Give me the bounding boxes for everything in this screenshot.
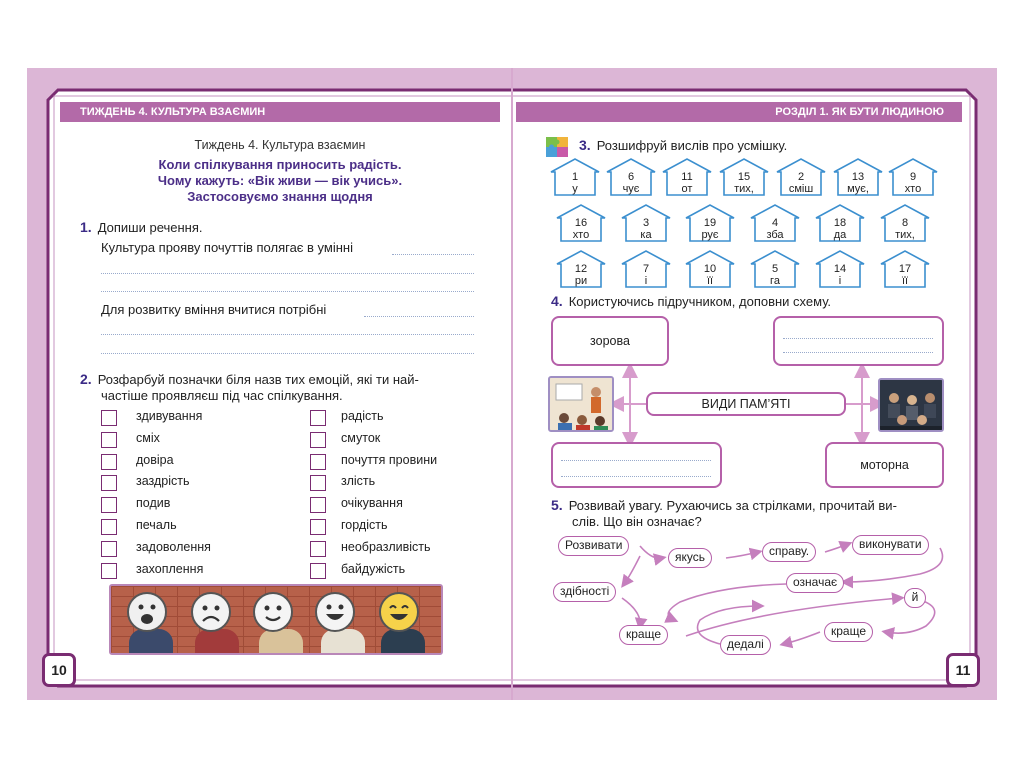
task-1-number: 1. bbox=[80, 219, 92, 235]
house-number: 7 bbox=[642, 263, 650, 275]
task-4-number: 4. bbox=[551, 293, 563, 309]
emotion-label: очікування bbox=[341, 496, 403, 511]
task-2-number: 2. bbox=[80, 371, 92, 387]
house-number: 8 bbox=[901, 217, 909, 229]
house-syllable: рує bbox=[701, 229, 719, 241]
task-5-number: 5. bbox=[551, 497, 563, 513]
house-syllable: ка bbox=[640, 229, 652, 241]
house-number: 3 bbox=[642, 217, 650, 229]
house-syllable: у bbox=[572, 183, 578, 195]
house-number: 14 bbox=[833, 263, 847, 275]
header-right: РОЗДІЛ 1. ЯК БУТИ ЛЮДИНОЮ bbox=[516, 102, 962, 122]
word-zdibnosti: здібності bbox=[553, 582, 616, 602]
emotion-label: почуття провини bbox=[341, 452, 438, 467]
word-krashche-2: краще bbox=[824, 622, 873, 642]
emotion-label: злість bbox=[341, 474, 376, 489]
house-syllable: і bbox=[644, 275, 648, 287]
word-vykonuvaty: виконувати bbox=[852, 535, 929, 555]
house-syllable: ри bbox=[574, 275, 588, 287]
task-1-text: Допиши речення. bbox=[97, 220, 203, 235]
emotion-label: заздрість bbox=[136, 474, 190, 489]
house-number: 4 bbox=[771, 217, 779, 229]
word-oznachaie: означає bbox=[786, 573, 844, 593]
house-number: 5 bbox=[771, 263, 779, 275]
word-yakus: якусь bbox=[668, 548, 712, 568]
word-rozvyvaty: Розвивати bbox=[558, 536, 629, 556]
emotion-label: смуток bbox=[341, 430, 381, 445]
house-number: 12 bbox=[574, 263, 588, 275]
word-dedali: дедалі bbox=[720, 635, 771, 655]
scheme-box-motor: моторна bbox=[825, 442, 944, 488]
house-number: 10 bbox=[703, 263, 717, 275]
house-syllable: її bbox=[901, 275, 909, 287]
house-number: 11 bbox=[681, 171, 693, 183]
task-3-number: 3. bbox=[579, 137, 591, 153]
house-syllable: її bbox=[706, 275, 714, 287]
house-syllable: да bbox=[833, 229, 847, 241]
task-5-text-line-1: Розвивай увагу. Рухаючись за стрілками, прочитай ви- bbox=[568, 498, 897, 513]
emotion-label: гордість bbox=[341, 518, 388, 532]
scheme-box-visual: зорова bbox=[551, 316, 669, 366]
word-y: й bbox=[904, 588, 926, 608]
house-number: 13 bbox=[851, 171, 865, 183]
house-number: 19 bbox=[703, 217, 717, 229]
house-syllable: чує bbox=[622, 183, 640, 195]
task-3-text: Розшифруй вислів про усмішку. bbox=[596, 138, 788, 153]
house-syllable: хто bbox=[572, 229, 590, 241]
house-syllable: сміш bbox=[788, 183, 814, 195]
emotion-label: здивування bbox=[136, 409, 203, 423]
lesson-title-line-3: Застосовуємо знання щодня bbox=[187, 189, 373, 204]
emotion-label: радість bbox=[341, 409, 384, 423]
house-syllable: тих, bbox=[734, 183, 754, 195]
emotion-label: печаль bbox=[136, 518, 177, 532]
house-syllable: га bbox=[770, 275, 780, 287]
page-number-right: 11 bbox=[946, 653, 980, 687]
house-syllable: от bbox=[681, 183, 693, 195]
house-number: 1 bbox=[571, 171, 579, 183]
task-1-sentence-1: Культура прояву почуттів полягає в умінні bbox=[101, 240, 353, 255]
task-5-text-line-2: слів. Що він означає? bbox=[572, 514, 702, 529]
house-number: 15 bbox=[737, 171, 751, 183]
house-number: 17 bbox=[898, 263, 912, 275]
house-syllable: хто bbox=[904, 183, 922, 195]
emotion-label: необразливість bbox=[341, 539, 431, 554]
header-left: ТИЖДЕНЬ 4. КУЛЬТУРА ВЗАЄМИН bbox=[60, 102, 500, 122]
house-number: 2 bbox=[797, 171, 805, 183]
word-spravu: справу. bbox=[762, 542, 816, 562]
lesson-title-line-1: Коли спілкування приносить радість. bbox=[158, 157, 402, 172]
lesson-title-line-2: Чому кажуть: «Вік живи — вік учись». bbox=[157, 173, 403, 188]
house-number: 18 bbox=[833, 217, 847, 229]
page-number-left: 10 bbox=[42, 653, 76, 687]
house-syllable: тих, bbox=[895, 229, 915, 241]
house-number: 6 bbox=[627, 171, 635, 183]
emotion-label: подив bbox=[136, 496, 171, 511]
task-1-sentence-2: Для розвитку вміння вчитися потрібні bbox=[101, 302, 327, 317]
scheme-center-memory-types: ВИДИ ПАМ’ЯТІ bbox=[646, 392, 846, 416]
emotion-label: сміх bbox=[136, 430, 160, 445]
house-syllable: мує, bbox=[847, 183, 869, 195]
emotion-label: довіра bbox=[136, 452, 174, 467]
house-number: 9 bbox=[909, 171, 917, 183]
house-syllable: і bbox=[838, 275, 842, 287]
word-krashche-1: краще bbox=[619, 625, 668, 645]
task-4-text: Користуючись підручником, доповни схему. bbox=[568, 294, 832, 309]
house-syllable: зба bbox=[766, 229, 784, 241]
page-subtitle: Тиждень 4. Культура взаємин bbox=[194, 138, 366, 152]
house-number: 16 bbox=[574, 217, 588, 229]
task-2-text-line-1: Розфарбуй позначки біля назв тих емоцій, які ти най- bbox=[97, 372, 419, 387]
emotion-label: задоволення bbox=[136, 539, 211, 554]
emotion-label: байдужість bbox=[341, 561, 406, 576]
task-2-text-line-2: частіше проявляєш під час спілкування. bbox=[101, 388, 343, 403]
emotion-label: захоплення bbox=[136, 561, 204, 576]
